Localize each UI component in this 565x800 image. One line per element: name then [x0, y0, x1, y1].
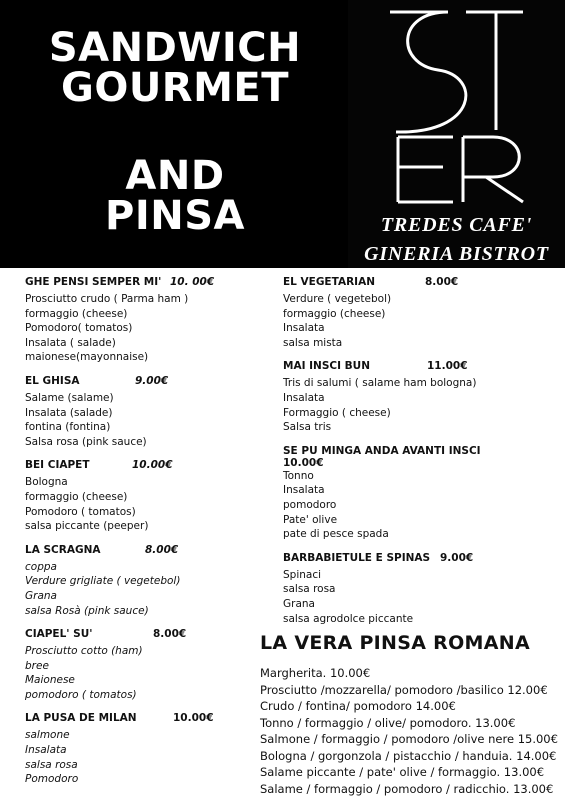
headline-line-1: SANDWICH [48, 25, 302, 71]
item-price: 10. 00€ [170, 276, 215, 288]
ingredient: Insalata [283, 391, 325, 404]
ingredient: Pomodoro ( tomatos) [25, 505, 136, 518]
item-price: 8.00€ [145, 543, 179, 556]
ingredient: Salsa rosa (pink sauce) [25, 435, 147, 448]
ingredient: maionese(mayonnaise) [25, 351, 149, 364]
ingredient: Verdure ( vegetebol) [283, 293, 392, 305]
pinsa-item: Prosciutto /mozzarella/ pomodoro /basilico 12.00€ [260, 682, 548, 697]
ingredient: Verdure grigliate ( vegetebol) [25, 575, 181, 588]
ingredient: Insalata (salade) [25, 406, 113, 419]
pinsa-item: Crudo / fontina/ pomodoro 14.00€ [260, 699, 456, 713]
ingredient: Pate' olive [283, 513, 338, 526]
ingredient: salsa agrodolce piccante [283, 612, 414, 625]
ingredient: pomodoro [283, 498, 337, 511]
ingredient: Tonno [283, 469, 314, 482]
logo-bistrot-name: GINERIA BISTROT [364, 243, 549, 265]
ingredient: Grana [283, 597, 315, 610]
headline-line-2: GOURMET [60, 65, 290, 111]
menu-item [283, 443, 553, 542]
item-name: CIAPEL' SU' [25, 628, 93, 641]
ingredient: pomodoro ( tomatos) [25, 688, 137, 701]
ingredient: coppa [25, 560, 57, 573]
ingredient: Bologna [25, 476, 68, 489]
item-price: 8.00€ [153, 628, 187, 641]
menu-item [25, 373, 255, 449]
ingredient: Tris di salumi ( salame ham bologna) [283, 377, 477, 390]
ingredient: formaggio (cheese) [25, 490, 128, 503]
menu-item [25, 457, 255, 533]
sandwich-list-right [283, 274, 553, 634]
ingredient: salsa rosa [283, 583, 336, 596]
ingredient: Insalata [283, 484, 325, 497]
pinsa-item: Salame piccante / pate' olive / formaggio. 13.00€ [260, 765, 545, 779]
pinsa-item: Tonno / formaggio / olive/ pomodoro. 13.00€ [260, 715, 516, 730]
item-name: MAI INSCI BUN [283, 360, 370, 373]
logo-cafe-name: TREDES CAFE' [380, 214, 533, 236]
ingredient: formaggio (cheese) [283, 307, 386, 320]
sandwich-list-left [25, 274, 255, 795]
ingredient: Salame (salame) [25, 391, 114, 404]
ingredient: salsa piccante (peeper) [25, 520, 149, 533]
item-price: 10.00€ [132, 459, 173, 472]
ingredient: Salsa tris [283, 421, 332, 434]
item-name: LA SCRAGNA [25, 543, 101, 556]
ingredient: Maionese [25, 674, 75, 687]
menu-item [25, 542, 255, 618]
pinsa-item: Salame / formaggio / pomodoro / radicchio. 13.00€ [260, 781, 554, 796]
ingredient: pate di pesce spada [283, 528, 389, 541]
menu-item [25, 710, 255, 786]
ingredient: Prosciutto crudo ( Parma ham ) [25, 293, 189, 305]
ingredient: Insalata ( salade) [25, 336, 116, 349]
ingredient: bree [25, 659, 49, 672]
item-name: GHE PENSI SEMPER MI' [25, 276, 162, 288]
ingredient: salmone [25, 729, 70, 742]
item-price: 10.00€ [173, 712, 214, 725]
menu-item [283, 358, 553, 434]
ingredient: Prosciutto cotto (ham) [25, 645, 143, 658]
ingredient: salsa rosa [25, 758, 78, 771]
menu-item [25, 626, 255, 702]
ingredient: Insalata [25, 744, 67, 757]
ingredient: Spinaci [283, 568, 322, 581]
headline-line-4: PINSA [105, 193, 245, 239]
menu-item [283, 274, 553, 350]
item-price: 9.00€ [440, 551, 474, 564]
cafe-logo [348, 0, 565, 268]
pinsa-list [260, 665, 560, 797]
menu-item [283, 550, 553, 626]
header-banner [0, 0, 565, 268]
ingredient: formaggio (cheese) [25, 307, 128, 320]
ingredient: Pomodoro( tomatos) [25, 322, 133, 335]
ingredient: Formaggio ( cheese) [283, 406, 391, 419]
item-name: BEI CIAPET [25, 459, 90, 472]
item-price: 11.00€ [427, 360, 468, 373]
pinsa-item: Salmone / formaggio / pomodoro /olive nere 15.00€ [260, 732, 558, 746]
pinsa-item: Margherita. 10.00€ [260, 666, 371, 680]
item-price: 8.00€ [425, 276, 459, 288]
menu-item [25, 274, 255, 365]
monogram-logo-icon [378, 2, 528, 207]
ingredient: Grana [25, 589, 57, 602]
ingredient: Insalata [283, 322, 325, 335]
ingredient: Pomodoro [25, 773, 79, 786]
headline-line-3: AND [125, 153, 225, 199]
item-name: BARBABIETULE E SPINAS [283, 551, 431, 564]
item-name: EL GHISA [25, 374, 80, 387]
ingredient: salsa Rosà (pink sauce) [25, 604, 149, 617]
item-name: EL VEGETARIAN [283, 276, 375, 288]
ingredient: salsa mista [283, 336, 343, 349]
item-price: 10.00€ [283, 456, 324, 469]
pinsa-section-title: LA VERA PINSA ROMANA [260, 632, 530, 654]
item-name: SE PU MINGA ANDA AVANTI INSCI [283, 444, 481, 457]
ingredient: fontina (fontina) [25, 421, 111, 434]
item-price: 9.00€ [135, 374, 169, 387]
item-name: LA PUSA DE MILAN [25, 712, 137, 725]
pinsa-item: Bologna / gorgonzola / pistacchio / handuia. 14.00€ [260, 748, 557, 763]
